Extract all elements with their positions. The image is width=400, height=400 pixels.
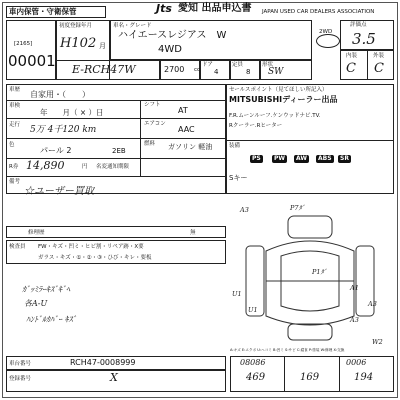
fuel-label: 燃料: [144, 141, 156, 147]
eval-score: 3.5: [352, 30, 376, 48]
note-value: ☆ユーザー買取: [24, 186, 94, 197]
handwritten-note: ｶﾞｯﾐﾗｰｷｽﾞｷﾞﾍ: [22, 285, 70, 294]
info-row-line: [6, 100, 226, 101]
diagram-mark: W2: [372, 338, 383, 346]
reg-label: 登録番号: [9, 376, 32, 382]
selling-points-label: セールスポイント（見てほしい所記入）: [229, 87, 328, 93]
car-name-label: 車名・グレード: [113, 23, 152, 29]
dealer-text: MITSUBISHIディーラー出品: [229, 95, 338, 104]
dims-col: [339, 356, 340, 392]
recycle-label: R券: [9, 164, 19, 170]
equipment-label: 装備: [229, 143, 241, 149]
diagram-mark: U1: [232, 290, 242, 298]
equipment-chip: SR: [340, 155, 349, 162]
repair-label: 修理歴: [28, 230, 45, 236]
inspection-label: 車検: [9, 103, 21, 109]
inspection-row1: FW・キズ・凹ミ・ヒビ割・リペア跡・X要: [38, 244, 144, 250]
lot-box: [6, 20, 56, 80]
exterior-grade: C: [374, 61, 384, 76]
options-line2: Rクーラー.Rヒーター: [229, 123, 283, 129]
logo-mark: Jts: [156, 2, 172, 15]
aircon-label: エアコン: [144, 121, 166, 127]
car-diagram: [226, 196, 394, 346]
month-suffix: 月: [99, 42, 106, 50]
interior-grade: C: [346, 61, 356, 76]
eval-label: 評価点: [350, 22, 367, 28]
lot-small-id: [2165]: [14, 41, 33, 47]
interior-label: 内装: [346, 53, 358, 59]
options-line1: F.R.ムーンルーフ.ケンウッドナビ.TV.: [229, 113, 321, 119]
association-name: JAPAN USED CAR DEALERS ASSOCIATION: [262, 9, 375, 15]
type-value: SW: [268, 67, 284, 77]
doors-value: 4: [214, 68, 219, 76]
info-row-line: [6, 118, 226, 119]
note-label: 備考: [9, 179, 21, 185]
diagram-mark: A1: [350, 284, 359, 292]
info-row-line: [6, 176, 226, 177]
capacity-value: 8: [246, 68, 251, 76]
fuel-value: ガソリン 軽油: [168, 143, 213, 151]
lot-number: 00001: [8, 52, 56, 70]
handwritten-note: 各A-U: [24, 299, 48, 308]
mileage-label: 走行: [9, 122, 21, 128]
equipment-chip: ABS: [318, 155, 332, 162]
diagram-mark: A3: [350, 316, 359, 324]
drive-circle: [316, 34, 340, 48]
dims-col: [284, 356, 285, 392]
mileage-value: 5万 4千120 km: [30, 125, 97, 135]
dim-length: 469: [246, 372, 266, 383]
2wd-label: 2WD: [319, 29, 333, 35]
dim-width: 169: [300, 372, 320, 383]
model-code: E-RCH47W: [72, 63, 136, 76]
dim-height: 194: [354, 372, 374, 383]
usage-label: 車歴: [9, 87, 21, 93]
doors-label: ドア: [202, 62, 213, 68]
drive-type: 4WD: [158, 44, 182, 55]
displacement: 2700: [164, 65, 185, 74]
damage-legend: A:キズ E:エクボ U:ヘコミ B:凹ミ S:サビ C:腐食 P:塗装 W:修理 X:交換: [230, 348, 345, 352]
equipment-chip: PW: [274, 155, 286, 162]
equipment-chip: AW: [296, 155, 307, 162]
inspection-row2: ガラス・キズ・①・②・③・ひび・キレ・要板: [38, 255, 152, 261]
equip-divider: [226, 140, 394, 141]
car-name: ハイエースレジアス W: [118, 30, 227, 41]
diagram-mark: U1: [248, 306, 258, 314]
type-label: 形状: [262, 62, 274, 68]
document-title: 愛知 出品申込書: [178, 3, 252, 14]
shift-value: AT: [178, 106, 188, 115]
shift-label: シフト: [144, 102, 161, 108]
inspector-label: 検査員: [9, 244, 26, 250]
diagram-mark: A3: [240, 206, 249, 214]
displacement-unit: cc: [194, 67, 201, 73]
storage-label: 車内保管・守衛保管: [9, 7, 77, 16]
diagram-mark: P7ﾀﾞ: [290, 204, 306, 212]
reg-month: 2: [88, 36, 97, 51]
info-row-line: [6, 138, 226, 139]
chassis-number: RCH47-0008999: [70, 358, 136, 367]
recycle-unit: 円: [82, 164, 88, 170]
color-value: パール 2: [40, 146, 72, 155]
exterior-label: 外装: [373, 53, 385, 59]
color-code: 2EB: [112, 147, 126, 155]
diagram-mark: A3: [368, 300, 377, 308]
color-label: 色: [9, 142, 15, 148]
grade-divider: [367, 50, 368, 80]
equipment-chip: PS: [252, 155, 261, 162]
reg-value: X: [110, 371, 118, 384]
usage-value: 自家用・（ ）: [30, 90, 90, 99]
equipment-extra: Sキー: [229, 174, 248, 182]
recycle-value: 14,890: [26, 159, 65, 172]
aircon-value: AAC: [178, 125, 195, 134]
year-era: H10: [60, 36, 88, 51]
dim-code2: 0006: [346, 358, 367, 367]
inspection-value: 年 月（ × ）日: [40, 108, 104, 117]
info-col-line: [140, 100, 141, 176]
recycle-note: 名変通知期限: [96, 164, 130, 170]
handwritten-note: ﾊﾝﾄﾞﾙｶﾊﾞｰ ｷｽﾞ: [26, 315, 77, 324]
chassis-label: 車台番号: [9, 361, 32, 367]
capacity-label: 定員: [232, 62, 244, 68]
repair-value: 無: [190, 230, 196, 236]
diagram-mark: P1ﾀﾞ: [312, 268, 328, 276]
first-reg-label: 初度登録年月: [59, 23, 93, 29]
dim-code1: 08086: [240, 358, 266, 367]
